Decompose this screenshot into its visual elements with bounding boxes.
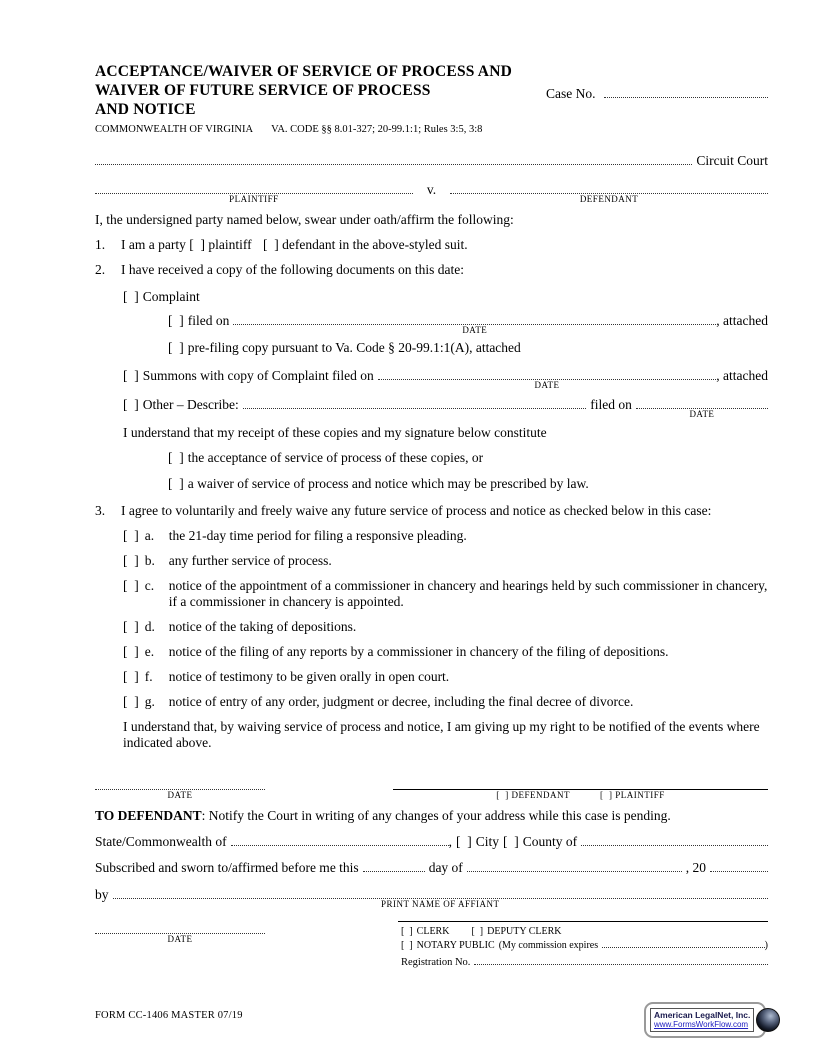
other-filed-date-field[interactable] xyxy=(636,396,768,419)
signature-line[interactable] xyxy=(393,777,768,800)
code-references: VA. CODE §§ 8.01-327; 20-99.1:1; Rules 3:5, 3:8 xyxy=(271,124,483,135)
defendant-name-field[interactable] xyxy=(450,181,768,204)
checkbox-complaint[interactable]: [ ] xyxy=(123,289,139,304)
checkbox-waive-f[interactable]: [ ] xyxy=(123,669,139,684)
checkbox-prefiling[interactable]: [ ] xyxy=(168,340,184,355)
checkbox-signer-plaintiff[interactable]: [ ] xyxy=(599,790,613,800)
attached-label: , attached xyxy=(716,368,768,383)
form-header xyxy=(95,62,768,138)
registration-number-label: Registration No. xyxy=(401,957,471,968)
registration-number-field[interactable] xyxy=(474,955,768,965)
day-field[interactable] xyxy=(363,859,425,872)
receipt-understanding: I understand that my receipt of these copies and my signature below constitute xyxy=(123,425,547,440)
american-legalnet-logo xyxy=(644,1002,766,1038)
summons-label: Summons with copy of Complaint filed on xyxy=(142,368,374,383)
city-label: City xyxy=(475,834,499,849)
date-label: DATE xyxy=(167,934,193,944)
checkbox-plaintiff[interactable]: [ ] xyxy=(189,237,205,252)
signer-plaintiff-option xyxy=(600,790,665,801)
oath-statement: I, the undersigned party named below, swear under oath/affirm the following: xyxy=(95,212,514,227)
checkbox-summons[interactable]: [ ] xyxy=(123,368,139,383)
logo-website-link[interactable]: www.FormsWorkFlow.com xyxy=(654,1020,749,1029)
circuit-court-label: Circuit Court xyxy=(696,153,768,168)
checkbox-waive-a[interactable]: [ ] xyxy=(123,528,139,543)
waive-g-letter: g. xyxy=(144,694,155,709)
checkbox-waive-d[interactable]: [ ] xyxy=(123,619,139,634)
signer-plaintiff-label: PLAINTIFF xyxy=(615,790,665,800)
year-prefix: , 20 xyxy=(685,860,706,875)
notary-date-field[interactable] xyxy=(95,919,265,944)
date-label: DATE xyxy=(689,409,715,419)
prefiling-option xyxy=(168,340,768,356)
form-title xyxy=(95,62,546,119)
form-title-line2: WAIVER OF FUTURE SERVICE OF PROCESS xyxy=(95,82,431,99)
waive-item-e xyxy=(123,644,768,660)
county-of-label: County of xyxy=(522,834,578,849)
checkbox-defendant[interactable]: [ ] xyxy=(262,237,279,252)
waive-item-f xyxy=(123,669,768,685)
month-field[interactable] xyxy=(467,859,682,872)
day-of-label: day of xyxy=(428,860,463,875)
signature-row xyxy=(95,777,768,800)
to-defendant-label: TO DEFENDANT xyxy=(95,808,202,823)
item-2-number: 2. xyxy=(95,262,106,277)
clerk-signature-line[interactable] xyxy=(398,919,768,922)
checkbox-deputy-clerk[interactable]: [ ] xyxy=(471,926,484,937)
waive-f-text: notice of testimony to be given orally in open court. xyxy=(168,669,450,684)
attached-label: , attached xyxy=(716,313,768,328)
waive-g-text: notice of entry of any order, judgment or decree, including the final decree of divorce. xyxy=(168,694,634,709)
prefiling-label: pre-filing copy pursuant to Va. Code § 20-99.1:1(A), attached xyxy=(187,340,521,355)
checkbox-waive-c[interactable]: [ ] xyxy=(123,578,139,593)
checkbox-clerk[interactable]: [ ] xyxy=(401,926,413,937)
waive-a-text: the 21-day time period for filing a responsive pleading. xyxy=(168,528,467,543)
clerk-options-row xyxy=(398,925,768,938)
waive-b-text: any further service of process. xyxy=(168,553,332,568)
state-commonwealth-label: State/Commonwealth of xyxy=(95,834,227,849)
date-label: DATE xyxy=(167,790,193,800)
court-row xyxy=(95,152,768,169)
checkbox-notary-public[interactable]: [ ] xyxy=(401,940,413,951)
waive-c-text: notice of the appointment of a commissioner in chancery and hearings held by such commissioner in chancery, if a commissioner in chancery is appointed. xyxy=(168,578,768,609)
by-row xyxy=(95,886,768,909)
item-3 xyxy=(95,503,768,519)
signer-defendant-label: DEFENDANT xyxy=(511,790,570,800)
case-number-field[interactable] xyxy=(604,85,769,98)
court-name-field[interactable] xyxy=(95,152,692,165)
versus-label: v. xyxy=(426,182,437,197)
waive-item-d xyxy=(123,619,768,635)
waive-item-a xyxy=(123,528,768,544)
summons-filed-date-field[interactable] xyxy=(378,367,717,390)
other-describe-label: Other – Describe: xyxy=(142,397,239,412)
to-defendant-notice xyxy=(95,808,768,824)
waiver-understanding: I understand that, by waiving service of process and notice, I am giving up my right to be notified of the events where indicated above. xyxy=(123,719,760,750)
item-1 xyxy=(95,237,768,253)
notary-block xyxy=(95,919,768,969)
signer-defendant-option xyxy=(496,790,570,801)
checkbox-acceptance[interactable]: [ ] xyxy=(168,450,184,465)
checkbox-county[interactable]: [ ] xyxy=(503,834,519,849)
checkbox-other[interactable]: [ ] xyxy=(123,397,139,412)
form-title-line1: ACCEPTANCE/WAIVER OF SERVICE OF PROCESS AND xyxy=(95,63,512,80)
signature-date-field[interactable] xyxy=(95,777,265,800)
checkbox-city[interactable]: [ ] xyxy=(455,834,472,849)
comma: , xyxy=(448,834,452,849)
other-filed-on-label: filed on xyxy=(590,397,632,412)
waive-d-letter: d. xyxy=(144,619,155,634)
commonwealth-label: COMMONWEALTH OF VIRGINIA xyxy=(95,124,254,135)
logo-text-box xyxy=(650,1008,754,1032)
complaint-option xyxy=(123,289,768,305)
sworn-row xyxy=(95,859,768,876)
defendant-label: DEFENDANT xyxy=(579,194,639,204)
to-defendant-text: : Notify the Court in writing of any changes of your address while this case is pending. xyxy=(201,808,671,823)
print-name-of-affiant-label: PRINT NAME OF AFFIANT xyxy=(380,899,500,909)
waive-item-c xyxy=(123,578,768,610)
notary-public-row xyxy=(398,938,768,952)
form-number: FORM CC-1406 MASTER 07/19 xyxy=(95,1010,243,1021)
case-number-block xyxy=(546,85,768,138)
acceptance-option xyxy=(168,450,768,466)
other-row xyxy=(123,396,768,419)
date-label: DATE xyxy=(534,380,560,390)
waive-item-g xyxy=(123,694,768,710)
deputy-clerk-label: DEPUTY CLERK xyxy=(487,926,562,937)
filed-on-label: filed on xyxy=(187,313,230,328)
state-row xyxy=(95,833,768,850)
year-field[interactable] xyxy=(710,859,768,872)
logo-company-name: American LegalNet, Inc. xyxy=(654,1010,751,1020)
waiver-label: a waiver of service of process and notice which may be prescribed by law. xyxy=(187,476,589,491)
waiver-option xyxy=(168,476,768,492)
sworn-label: Subscribed and sworn to/affirmed before me this xyxy=(95,860,359,875)
defendant-option-label: defendant in the above-styled suit. xyxy=(282,237,468,252)
clerk-signature-block xyxy=(398,919,768,969)
plaintiff-option-label: plaintiff xyxy=(208,237,252,252)
plaintiff-name-field[interactable] xyxy=(95,181,413,204)
waive-a-letter: a. xyxy=(144,528,155,543)
globe-icon xyxy=(756,1008,780,1032)
commission-close-paren: ) xyxy=(764,940,768,951)
form-title-line3: AND NOTICE xyxy=(95,101,196,118)
parties-row xyxy=(95,181,768,204)
complaint-filed-date-field[interactable] xyxy=(233,312,716,335)
waive-d-text: notice of the taking of depositions. xyxy=(168,619,357,634)
waive-e-letter: e. xyxy=(144,644,155,659)
waive-f-letter: f. xyxy=(144,669,153,684)
state-commonwealth-field[interactable] xyxy=(231,833,449,846)
city-county-name-field[interactable] xyxy=(581,833,768,846)
clerk-label: CLERK xyxy=(416,926,450,937)
notary-public-label: NOTARY PUBLIC xyxy=(416,940,495,951)
item-2 xyxy=(95,262,768,278)
checkbox-signer-defendant[interactable]: [ ] xyxy=(496,790,509,800)
summons-row xyxy=(123,367,768,390)
checkbox-waive-g[interactable]: [ ] xyxy=(123,694,139,709)
form-subtitle xyxy=(95,122,546,138)
acceptance-label: the acceptance of service of process of these copies, or xyxy=(187,450,484,465)
item-1-text: I am a party xyxy=(121,237,186,252)
item-1-number: 1. xyxy=(95,237,106,252)
commission-expires-field[interactable] xyxy=(602,938,765,948)
registration-row xyxy=(398,955,768,969)
complaint-filed-row xyxy=(168,312,768,335)
checkbox-waive-b[interactable]: [ ] xyxy=(123,553,139,568)
commission-expires-label: (My commission expires xyxy=(498,940,599,951)
waive-item-b xyxy=(123,553,768,569)
waive-b-letter: b. xyxy=(144,553,155,568)
item-3-text: I agree to voluntarily and freely waive any future service of process and notice as checked below in this case: xyxy=(121,503,712,518)
complaint-label: Complaint xyxy=(142,289,200,304)
plaintiff-label: PLAINTIFF xyxy=(229,194,279,204)
case-number-label: Case No. xyxy=(546,86,596,101)
waive-e-text: notice of the filing of any reports by a commissioner in chancery of the filing of depositions. xyxy=(168,644,669,659)
item-3-number: 3. xyxy=(95,503,106,518)
affiant-name-field[interactable] xyxy=(113,886,769,909)
checkbox-waive-e[interactable]: [ ] xyxy=(123,644,139,659)
by-label: by xyxy=(95,887,109,902)
item-2-text: I have received a copy of the following documents on this date: xyxy=(121,262,465,277)
waive-c-letter: c. xyxy=(144,578,155,593)
checkbox-waiver[interactable]: [ ] xyxy=(168,476,184,491)
other-describe-field[interactable] xyxy=(243,396,587,409)
date-label: DATE xyxy=(462,325,488,335)
checkbox-complaint-filed[interactable]: [ ] xyxy=(168,313,184,328)
